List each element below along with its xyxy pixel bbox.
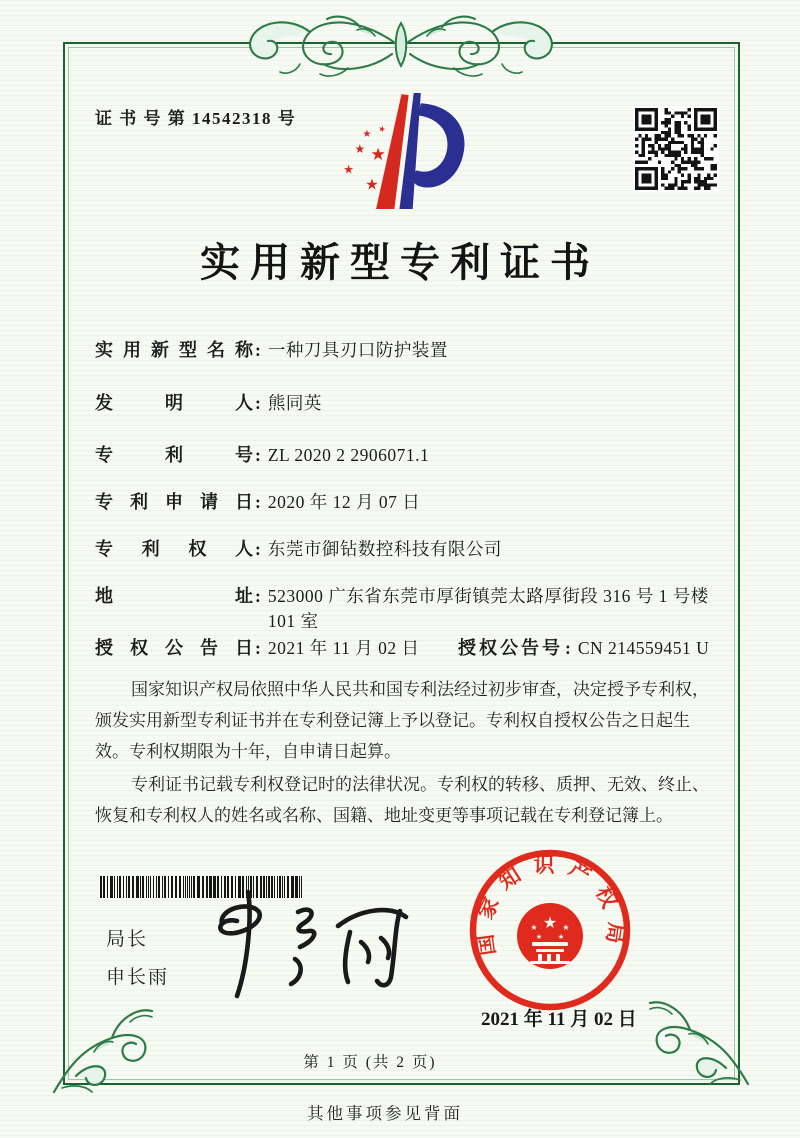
svg-text:★: ★ — [562, 923, 570, 932]
field-label: 专利申请日 — [95, 492, 253, 512]
field-label: 实用新型名称 — [95, 340, 253, 360]
cnipa-red-seal-icon — [464, 844, 636, 1016]
field-colon: : — [255, 445, 261, 465]
field-value: 东莞市御钻数控科技有限公司 — [267, 539, 502, 559]
field-value: 2021 年 11 月 02 日 — [267, 638, 420, 658]
field-value: 熊同英 — [267, 393, 322, 413]
field-label: 专利号 — [95, 445, 253, 465]
certificate-number: 证 书 号 第 14542318 号 — [95, 109, 297, 128]
legal-paragraph-2: 专利证书记载专利权登记时的法律状况。专利权的转移、质押、无效、终止、恢复和专利权人的姓名或名称、国籍、地址变更等事项记载在专利登记簿上。 — [95, 775, 709, 825]
field-label: 发明人 — [95, 393, 253, 413]
svg-text:★: ★ — [354, 142, 366, 157]
cnipa-patent-logo-icon — [333, 90, 471, 212]
legal-paragraph-1: 国家知识产权局依照中华人民共和国专利法经过初步审查，决定授予专利权，颁发实用新型专利证书并在专利登记簿上予以登记。专利权自授权公告之日起生效。专利权期限为十年，自申请日起算。 — [95, 680, 709, 761]
field-row-name — [95, 338, 713, 363]
top-border-ornament-icon — [240, 12, 562, 82]
svg-text:★: ★ — [530, 923, 538, 932]
field-row-patentee — [95, 537, 713, 562]
field-row-filing-date — [95, 490, 713, 515]
field-value: 一种刀具刃口防护装置 — [267, 340, 448, 360]
svg-text:★: ★ — [377, 122, 388, 135]
svg-text:★: ★ — [370, 145, 386, 166]
qr-code — [633, 106, 719, 192]
director-signature-icon — [192, 880, 427, 1008]
seal-text: 国家知识产权局 — [471, 852, 629, 957]
svg-text:★: ★ — [535, 933, 543, 941]
legal-text-section — [95, 674, 713, 833]
back-side-note: 其他事项参见背面 — [307, 1104, 463, 1123]
field-label: 授权公告号 — [458, 638, 563, 658]
field-value: ZL 2020 2 2906071.1 — [267, 445, 430, 465]
field-value: 2020 年 12 月 07 日 — [267, 492, 421, 512]
field-row-grant-date — [95, 636, 455, 661]
field-colon: : — [255, 393, 261, 413]
field-row-grant-no — [458, 636, 709, 661]
field-value: 523000 广东省东莞市厚街镇莞太路厚街段 316 号 1 号楼 101 室 — [267, 586, 709, 631]
field-row-inventor — [95, 391, 713, 416]
director-name: 申长雨 — [106, 967, 170, 988]
national-emblem-icon — [517, 903, 583, 969]
field-colon: : — [255, 638, 261, 658]
svg-text:★: ★ — [542, 913, 558, 932]
field-colon: : — [255, 492, 261, 512]
field-colon: : — [255, 539, 261, 559]
svg-text:★: ★ — [362, 128, 372, 140]
seal-date: 2021 年 11 月 02 日 — [481, 1009, 637, 1030]
field-colon: : — [255, 586, 261, 606]
bottom-left-flourish-icon — [46, 996, 168, 1098]
svg-text:★: ★ — [343, 162, 355, 177]
field-colon: : — [255, 340, 261, 360]
director-title: 局长 — [106, 929, 149, 950]
field-colon: : — [565, 638, 571, 658]
official-seal — [464, 844, 636, 1016]
svg-text:★: ★ — [557, 933, 565, 941]
qr-code-pattern-icon — [635, 108, 717, 190]
field-label: 授权公告日 — [95, 638, 253, 658]
field-value: CN 214559451 U — [577, 638, 710, 658]
field-label: 地址 — [95, 586, 253, 606]
field-row-address — [95, 584, 713, 634]
svg-text:★: ★ — [365, 175, 379, 194]
field-row-patent-no — [95, 443, 713, 468]
certificate-title: 实用新型专利证书 — [200, 240, 600, 285]
page-number: 第 1 页 (共 2 页) — [303, 1054, 437, 1071]
field-label: 专利权人 — [95, 539, 253, 559]
